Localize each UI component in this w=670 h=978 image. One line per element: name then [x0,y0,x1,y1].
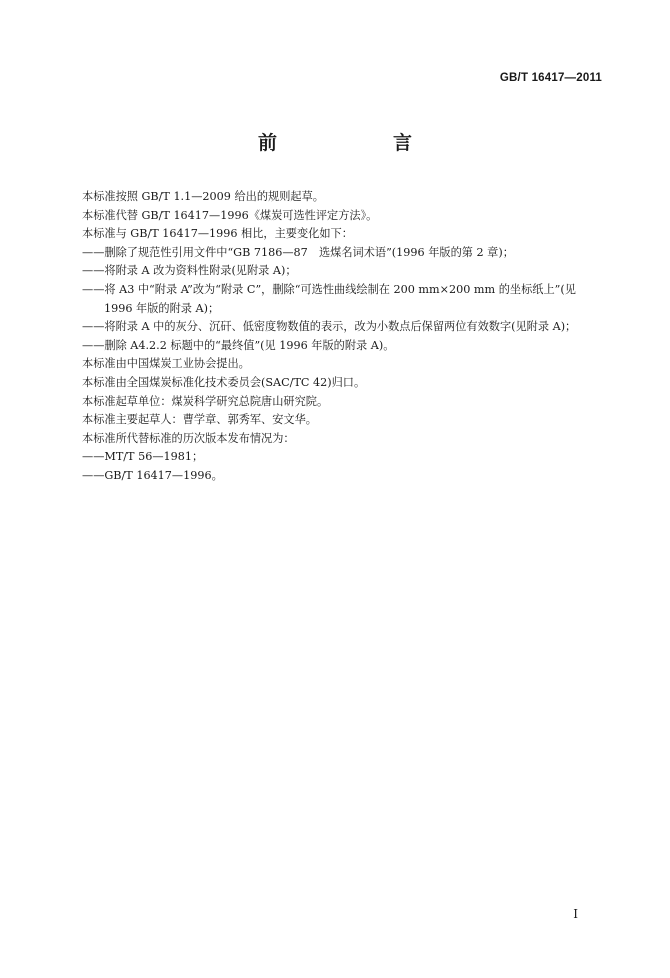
paragraph-previous-editions: 本标准所代替标准的历次版本发布情况为： [82,431,295,445]
page-title: 前 言 [257,132,438,154]
change-item: ——将 A3 中“附录 A”改为“附录 C”，删除“可选性曲线绘制在 200 mm×200 mm 的坐标纸上”(见 1996 年版的附录 A)； [82,282,576,315]
page-number: I [573,907,578,921]
previous-edition-item: ——GB/T 16417—1996。 [82,468,223,482]
change-item: ——删除了规范性引用文件中“GB 7186—87 选煤名词术语”(1996 年版的第 2 章)； [82,245,514,259]
paragraph-proposed-by: 本标准由中国煤炭工业协会提出。 [82,357,250,371]
paragraph-drafting-unit: 本标准起草单位：煤炭科学研究总院唐山研究院。 [82,394,329,408]
change-item: ——删除 A4.2.2 标题中的“最终值”(见 1996 年版的附录 A)。 [82,338,395,352]
paragraph-drafters: 本标准主要起草人：曹学章、郭秀军、安文华。 [82,413,317,427]
paragraph-replaces: 本标准代替 GB/T 16417—1996《煤炭可选性评定方法》。 [82,208,378,222]
paragraph-changes-intro: 本标准与 GB/T 16417—1996 相比，主要变化如下： [82,227,353,241]
paragraph-drafting-rules: 本标准按照 GB/T 1.1—2009 给出的规则起草。 [82,190,324,203]
paragraph-under-jurisdiction: 本标准由全国煤炭标准化技术委员会(SAC/TC 42)归口。 [82,375,366,389]
change-item: ——将附录 A 中的灰分、沉矸、低密度物数值的表示，改为小数点后保留两位有效数字(见附录 A)； [82,320,577,334]
change-item: ——将附录 A 改为资料性附录(见附录 A)； [82,264,297,278]
foreword-body [82,188,602,486]
standard-code: GB/T 16417—2011 [499,72,602,84]
previous-edition-item: ——MT/T 56—1981； [82,450,204,464]
